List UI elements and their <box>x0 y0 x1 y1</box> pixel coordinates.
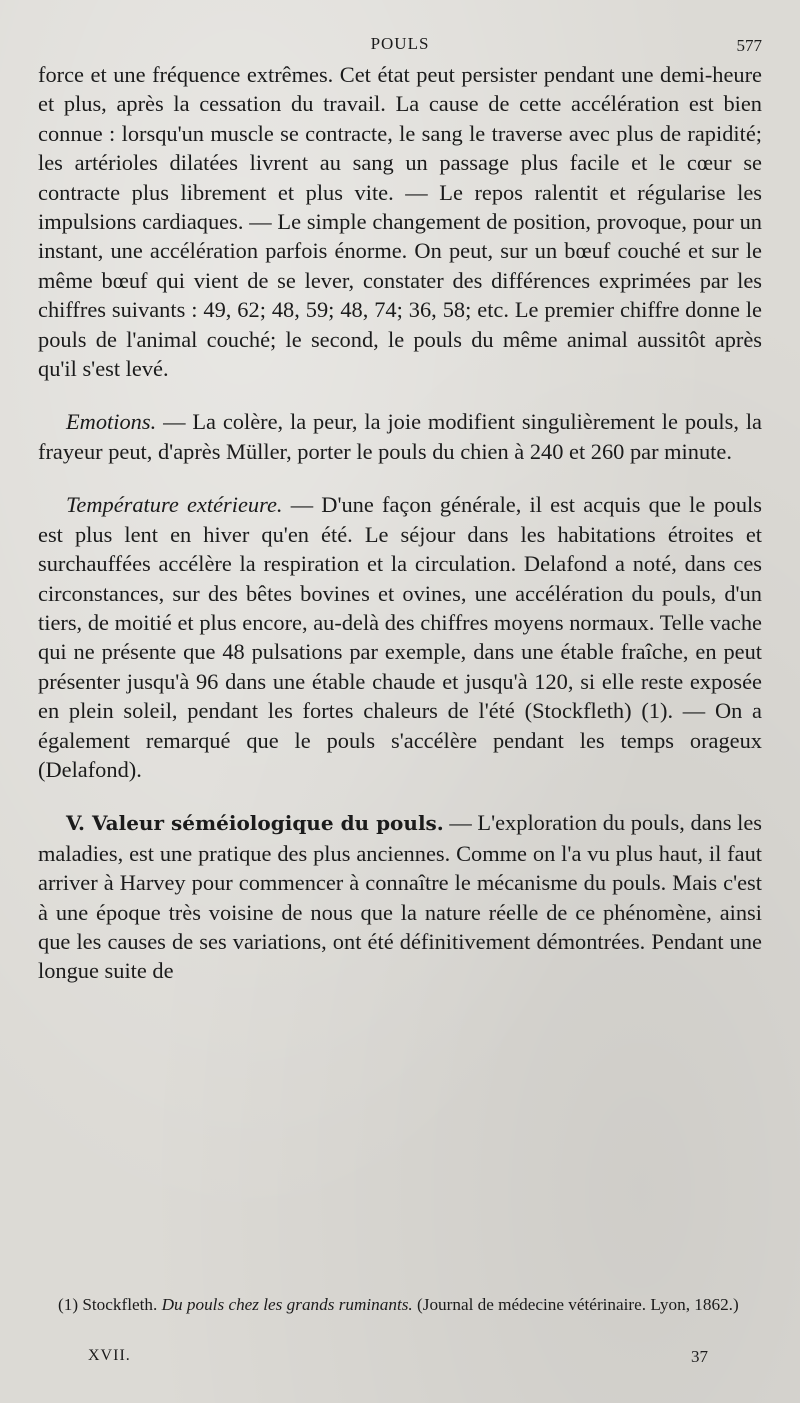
footnote-title: Du pouls chez les grands ruminants. <box>161 1295 413 1314</box>
section-heading-semiology: V. Valeur séméiologique du pouls. <box>66 811 444 836</box>
paragraph-text: — La colère, la peur, la joie modifient singulièrement le pouls, la frayeur peut, d'après Müller, porter le pouls du chien à 240 et 260 par minute. <box>38 409 762 464</box>
footnote-rest: (Journal de médecine vétérinaire. Lyon, 1862.) <box>412 1295 739 1314</box>
paragraph-effort <box>38 60 762 383</box>
running-title: POULS <box>370 34 430 53</box>
page-header <box>38 28 762 60</box>
sheet-number: 37 <box>691 1347 708 1366</box>
section-heading-emotions: Emotions. <box>66 409 157 435</box>
paragraph-text: — L'exploration du pouls, dans les maladies, est une pratique des plus anciennes. Comme on l'a vu plus haut, il faut arriver à Harvey pour commencer à connaître le mécanisme du pouls. Mais c'est à une époque très voisine de nous que la nature réelle de ce phénomène, ainsi que les causes de ses variations, ont été définitivement démontrées. Pendant une longue suite de <box>38 810 762 984</box>
footnotes <box>38 1293 762 1317</box>
section-heading-temperature: Température extérieure. <box>66 492 283 518</box>
body-text <box>38 60 762 986</box>
footnote-1 <box>38 1293 762 1317</box>
paragraph-temperature <box>38 490 762 784</box>
paragraph-text: — D'une façon générale, il est acquis que le pouls est plus lent en hiver qu'en été. Le séjour dans les habitations étroites et surchauffées accélère la respiration et la circulation. Delafond a noté, dans ces circonstances, sur des bêtes bovines et ovines, une accélération du pouls, d'un tiers, de moitié et plus encore, au-delà des chiffres moyens normaux. Telle vache qui ne présente que 48 pulsations par exemple, dans une étable fraîche, en peut présenter jusqu'à 96 dans une étable chaude et jusqu'à 120, si elle reste exposée en plein soleil, pendant les fortes chaleurs de l'été (Stockfleth) (1). — On a également remarqué que le pouls s'accélère pendant les temps orageux (Delafond). <box>38 492 762 782</box>
paragraph-emotions <box>38 407 762 466</box>
paragraph-text: force et une fréquence extrêmes. Cet état peut persister pendant une demi-heure et plus, après la cessation du travail. La cause de cette accélération est bien connue : lorsqu'un muscle se contracte, le sang le traverse avec plus de rapidité; les artérioles dilatées livrent au sang un passage plus facile et le cœur se contracte plus librement et plus vite. — Le repos ralentit et régularise les impulsions cardiaques. — Le simple changement de position, provoque, pour un instant, une accélération parfois énorme. On peut, sur un bœuf couché et sur le même bœuf qui vient de se lever, constater des différences exprimées par les chiffres suivants : 49, 62; 48, 59; 48, 74; 36, 58; etc. Le premier chiffre donne le pouls de l'animal couché; le second, le pouls du même animal aussitôt après qu'il s'est levé. <box>38 62 762 382</box>
signature-mark: XVII. <box>88 1347 131 1364</box>
footnote-marker-author: (1) Stockfleth. <box>58 1295 158 1314</box>
paragraph-semiology <box>38 808 762 985</box>
page-number: 577 <box>736 36 762 55</box>
